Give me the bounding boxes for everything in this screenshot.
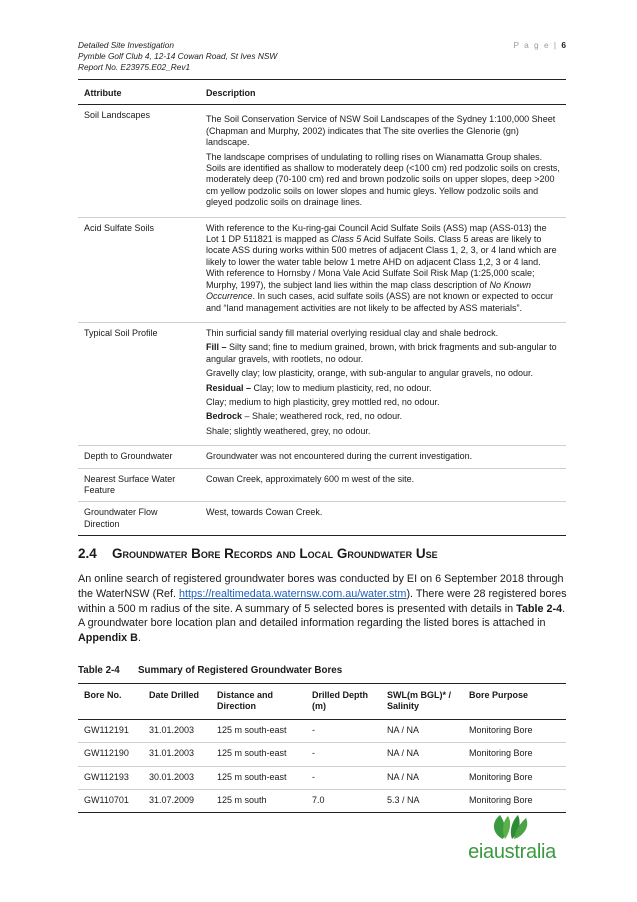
section-paragraph xyxy=(78,572,567,646)
purpose-cell: Monitoring Bore xyxy=(463,743,566,766)
text-span: An online search of registered groundwater bores was conducted by EI on 6 September 2018 through the WaterNSW (Ref. xyxy=(78,573,564,600)
text-span: With reference to the Ku-ring-gai Council Acid Sulfate Soils (ASS) map (ASS-013) the Lot 1 DP 511821 is mapped as xyxy=(206,222,547,245)
site-attributes-table xyxy=(78,84,566,536)
distance-cell: 125 m south-east xyxy=(211,719,306,742)
appendix-reference: Appendix B xyxy=(78,632,138,645)
section-number: 2.4 xyxy=(78,546,97,561)
header-document-title: Detailed Site Investigation xyxy=(78,40,174,50)
table-caption-number: Table 2-4 xyxy=(78,665,120,676)
header-attribute: Attribute xyxy=(78,84,200,105)
text-span: Silty sand; fine to medium grained, brown, with brick fragments and sub-angular to angular gravels, with rootlets, no odour. xyxy=(206,342,557,364)
table-row xyxy=(78,790,566,813)
table-row-acid-sulfate xyxy=(78,217,566,322)
table-header-row xyxy=(78,684,566,720)
swl-cell: 5.3 / NA xyxy=(381,790,463,813)
section-heading xyxy=(78,546,566,561)
bore-no-cell: GW112193 xyxy=(78,766,143,789)
italic-span: No Known Occurrence xyxy=(206,279,532,302)
description-cell: West, towards Cowan Creek. xyxy=(200,502,566,536)
table-caption xyxy=(78,665,342,676)
soil-profile-line xyxy=(206,342,560,365)
section-title: Groundwater Bore Records and Local Groundwater Use xyxy=(112,546,438,561)
italic-span: Class 5 xyxy=(331,234,362,245)
distance-cell: 125 m south-east xyxy=(211,766,306,789)
header-divider xyxy=(78,79,566,80)
logo-wordmark: eiaustralia xyxy=(468,841,556,863)
table-header-row xyxy=(78,84,566,105)
depth-cell: - xyxy=(306,766,381,789)
header-bore-no: Bore No. xyxy=(78,684,143,720)
attribute-cell: Typical Soil Profile xyxy=(78,322,200,445)
text-span: . xyxy=(137,632,141,645)
swl-cell: NA / NA xyxy=(381,766,463,789)
bold-label: Residual – xyxy=(206,382,252,393)
table-row-groundwater-depth xyxy=(78,446,566,468)
description-cell xyxy=(200,217,566,322)
header-drilled-depth: Drilled Depth (m) xyxy=(306,684,381,720)
table-reference: Table 2-4 xyxy=(516,602,563,615)
text-span: – Shale; weathered rock, red, no odour. xyxy=(242,411,403,422)
text-span: . In such cases, acid sulfate soils (ASS) are not known or expected to occur and “land management activities are not likely to be affected by ASS materials”. xyxy=(206,291,554,313)
waternsw-link[interactable]: https://realtimedata.waternsw.com.au/water.stm xyxy=(179,587,407,600)
page-header xyxy=(78,40,566,73)
table-row-soil-landscapes xyxy=(78,105,566,217)
company-logo xyxy=(462,812,562,864)
header-distance-direction: Distance and Direction xyxy=(211,684,306,720)
attribute-cell: Depth to Groundwater xyxy=(78,446,200,468)
bore-no-cell: GW112191 xyxy=(78,719,143,742)
attribute-cell: Acid Sulfate Soils xyxy=(78,217,200,322)
soil-landscape-paragraph: The landscape comprises of undulating to rolling rises on Wianamatta Group shales. Soils are identified as shallow to moderately deep (<100 cm) red podzolic soils on crests, moderately deep (70-100 cm) red and brown podzolic soils on upper slopes, deep >200 cm yellow podzolic soils on lower slopes and humic gleys. Yellow podzolic soils and gleyed podzolic soils on drainage lines. xyxy=(206,151,560,208)
soil-profile-line: Gravelly clay; low plasticity, orange, with sub-angular to angular gravels, no odour. xyxy=(206,368,534,379)
bore-no-cell: GW112190 xyxy=(78,743,143,766)
text-span: ). There were 28 registered bores within a 500 m radius of the site. A summary of 5 selected bores is presented with details in xyxy=(78,587,567,615)
page-separator: | xyxy=(550,40,562,50)
text-span: Acid Sulfate Soils. Class 5 areas are likely to locate ASS during works within 500 metres of adjacent Class 1, 2, 3, or 4 land which are likely to lower the water table below 1 metre AHD on adjacent Class 1,2, 3 or 4 land. With reference to Hornsby / Mona Vale Acid Sulfate Soil Risk Map (1:25,000 scale; Murphy, 1997), the subject land lies within the map class description of xyxy=(206,234,557,290)
soil-profile-line: Clay; medium to high plasticity, grey mottled red, no odour. xyxy=(206,396,440,407)
date-cell: 30.01.2003 xyxy=(143,766,211,789)
text-span: . A groundwater bore location plan and detailed information regarding the listed bores is attached in xyxy=(78,602,566,630)
groundwater-bores-table xyxy=(78,683,566,813)
table-row-flow-direction xyxy=(78,502,566,536)
table-row-surface-water xyxy=(78,468,566,502)
depth-cell: - xyxy=(306,719,381,742)
date-cell: 31.01.2003 xyxy=(143,719,211,742)
purpose-cell: Monitoring Bore xyxy=(463,790,566,813)
swl-cell: NA / NA xyxy=(381,743,463,766)
table-caption-title: Summary of Registered Groundwater Bores xyxy=(138,665,343,676)
page-label: P a g e xyxy=(513,40,551,50)
soil-profile-line xyxy=(206,411,560,422)
description-cell xyxy=(200,105,566,217)
acid-sulfate-paragraph xyxy=(206,223,560,314)
bold-label: Fill – xyxy=(206,342,227,353)
description-cell xyxy=(200,322,566,445)
table-row xyxy=(78,719,566,742)
table-row xyxy=(78,743,566,766)
date-cell: 31.01.2003 xyxy=(143,743,211,766)
table-row-soil-profile xyxy=(78,322,566,445)
purpose-cell: Monitoring Bore xyxy=(463,719,566,742)
soil-profile-line xyxy=(206,383,560,394)
depth-cell: 7.0 xyxy=(306,790,381,813)
table-row xyxy=(78,766,566,789)
bold-label: Bedrock xyxy=(206,411,243,422)
text-span: Clay; low to medium plasticity, red, no odour. xyxy=(251,382,432,393)
depth-cell: - xyxy=(306,743,381,766)
leaf-icon xyxy=(462,812,562,842)
purpose-cell: Monitoring Bore xyxy=(463,766,566,789)
header-description: Description xyxy=(200,84,566,105)
header-site-address: Pymble Golf Club 4, 12-14 Cowan Road, St Ives NSW xyxy=(78,51,278,61)
header-swl-salinity: SWL(m BGL)* / Salinity xyxy=(381,684,463,720)
page-number xyxy=(513,40,566,51)
header-bore-purpose: Bore Purpose xyxy=(463,684,566,720)
description-cell: Cowan Creek, approximately 600 m west of the site. xyxy=(200,468,566,502)
header-report-number: Report No. E23975.E02_Rev1 xyxy=(78,62,191,72)
distance-cell: 125 m south xyxy=(211,790,306,813)
swl-cell: NA / NA xyxy=(381,719,463,742)
soil-profile-line: Thin surficial sandy fill material overlying residual clay and shale bedrock. xyxy=(206,327,499,338)
attribute-cell: Soil Landscapes xyxy=(78,105,200,217)
soil-profile-line: Shale; slightly weathered, grey, no odour. xyxy=(206,425,371,436)
header-date-drilled: Date Drilled xyxy=(143,684,211,720)
soil-landscape-paragraph: The Soil Conservation Service of NSW Soil Landscapes of the Sydney 1:100,000 Sheet (Chapman and Murphy, 2002) indicates that The site overlies the Glenorie (gn) landscape. xyxy=(206,114,556,148)
description-cell: Groundwater was not encountered during the current investigation. xyxy=(200,446,566,468)
attribute-cell: Groundwater Flow Direction xyxy=(78,502,200,536)
attribute-cell: Nearest Surface Water Feature xyxy=(78,468,200,502)
bore-no-cell: GW110701 xyxy=(78,790,143,813)
distance-cell: 125 m south-east xyxy=(211,743,306,766)
page-number-value: 6 xyxy=(561,40,566,50)
date-cell: 31.07.2009 xyxy=(143,790,211,813)
